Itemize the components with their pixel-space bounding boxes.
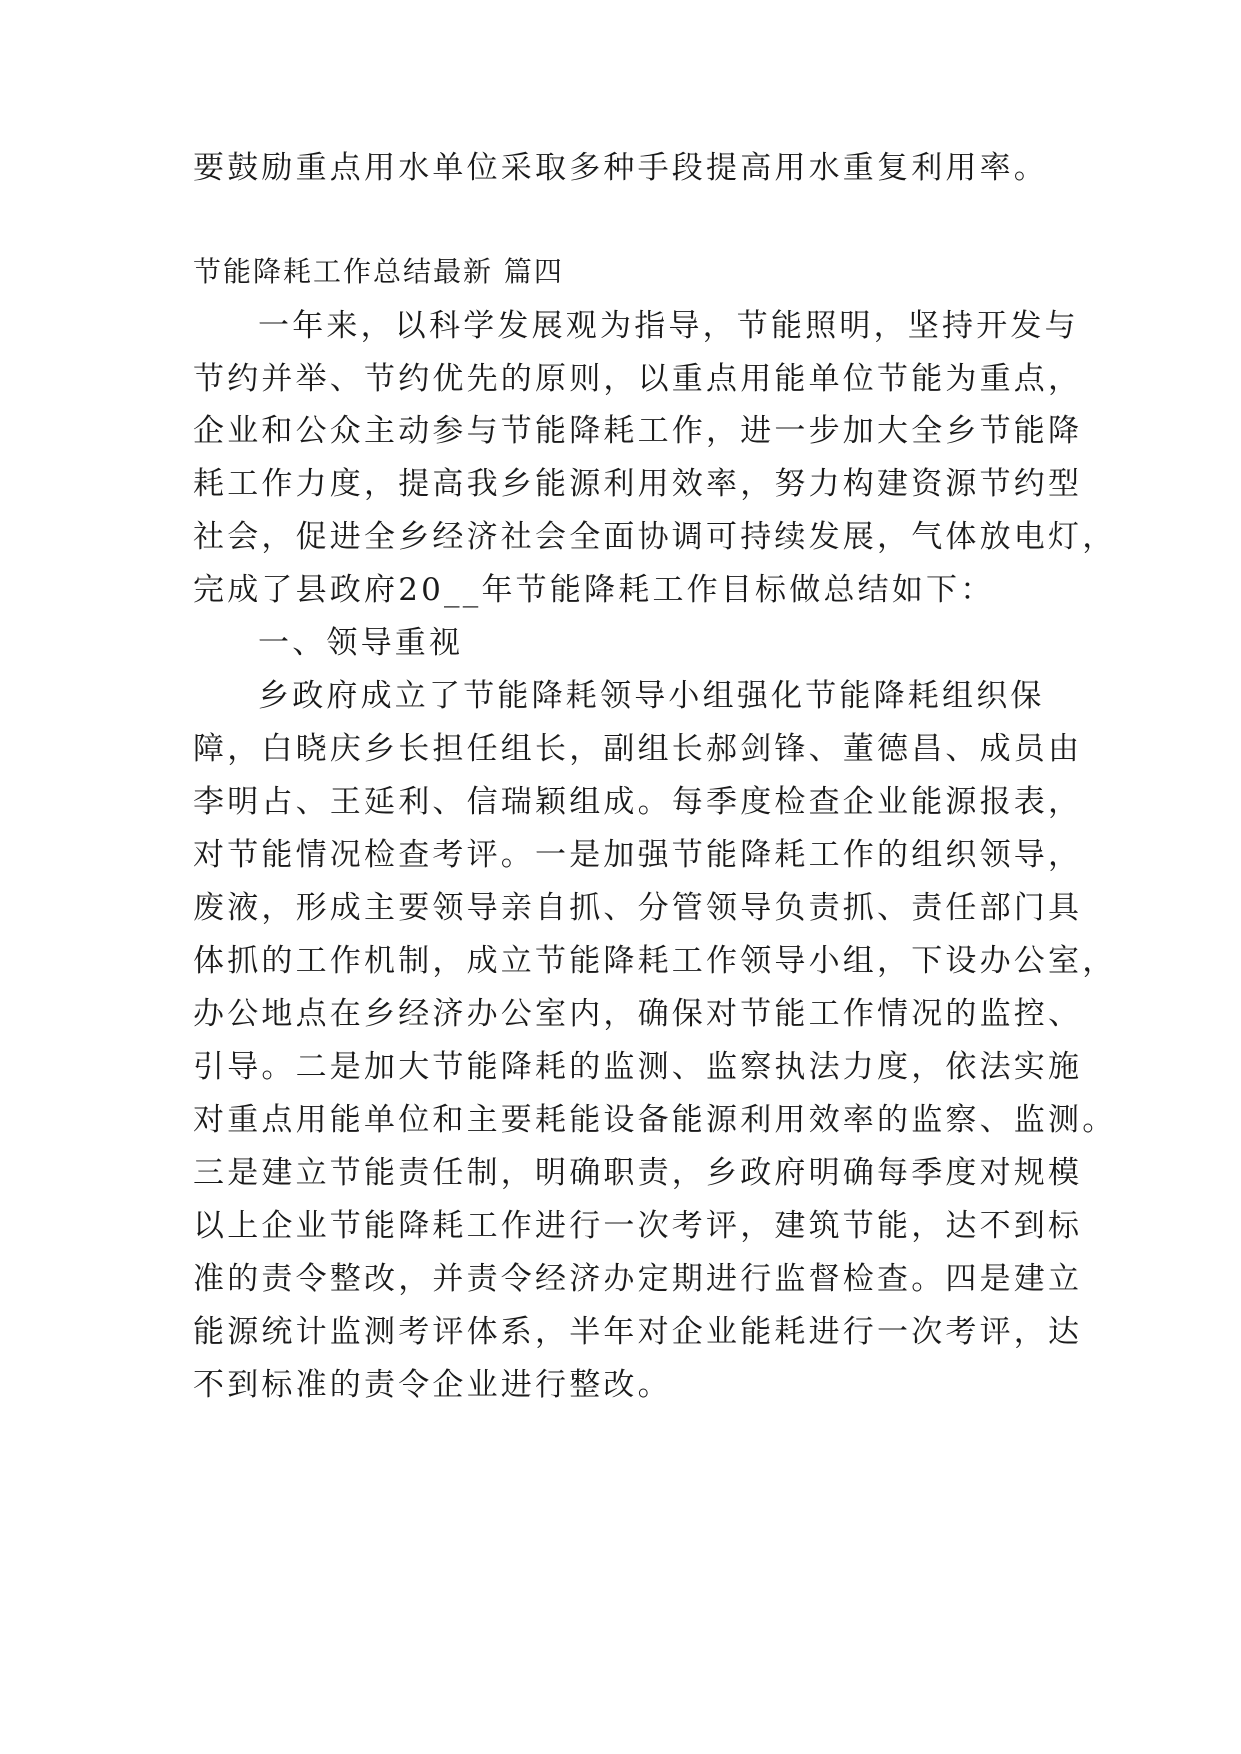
paragraph-line: 废液，形成主要领导亲自抓、分管领导负责抓、责任部门具 xyxy=(193,890,1083,926)
section-heading: 节能降耗工作总结最新 篇四 xyxy=(193,255,564,288)
paragraph-line: 企业和公众主动参与节能降耗工作，进一步加大全乡节能降 xyxy=(193,413,1083,449)
paragraph-line: 社会，促进全乡经济社会全面协调可持续发展，气体放电灯， xyxy=(193,519,1117,555)
paragraph-line: 能源统计监测考评体系，半年对企业能耗进行一次考评，达 xyxy=(193,1314,1083,1350)
paragraph-line: 乡政府成立了节能降耗领导小组强化节能降耗组织保 xyxy=(258,678,1045,714)
paragraph-line: 三是建立节能责任制，明确职责，乡政府明确每季度对规模 xyxy=(193,1155,1083,1191)
paragraph-line: 障，白晓庆乡长担任组长，副组长郝剑锋、董德昌、成员由 xyxy=(193,731,1083,767)
paragraph-line: 对重点用能单位和主要耗能设备能源利用效率的监察、监测。 xyxy=(193,1102,1117,1138)
paragraph-line: 完成了县政府20__年节能降耗工作目标做总结如下： xyxy=(193,572,995,608)
paragraph-line: 对节能情况检查考评。一是加强节能降耗工作的组织领导， xyxy=(193,837,1083,873)
paragraph-line: 以上企业节能降耗工作进行一次考评，建筑节能，达不到标 xyxy=(193,1208,1083,1244)
subsection-heading: 一、领导重视 xyxy=(258,625,464,661)
paragraph-line: 节约并举、节约优先的原则，以重点用能单位节能为重点， xyxy=(193,361,1083,397)
paragraph-line: 不到标准的责令企业进行整改。 xyxy=(193,1367,672,1403)
paragraph-line: 准的责令整改，并责令经济办定期进行监督检查。四是建立 xyxy=(193,1261,1083,1297)
paragraph-line: 体抓的工作机制，成立节能降耗工作领导小组，下设办公室， xyxy=(193,943,1117,979)
paragraph-line: 要鼓励重点用水单位采取多种手段提高用水重复利用率。 xyxy=(193,150,1048,186)
paragraph-line: 耗工作力度，提高我乡能源利用效率，努力构建资源节约型 xyxy=(193,466,1083,502)
paragraph-line: 一年来，以科学发展观为指导，节能照明，坚持开发与 xyxy=(258,308,1079,344)
paragraph-line: 李明占、王延利、信瑞颖组成。每季度检查企业能源报表， xyxy=(193,784,1083,820)
paragraph-line: 引导。二是加大节能降耗的监测、监察执法力度，依法实施 xyxy=(193,1049,1083,1085)
paragraph-line: 办公地点在乡经济办公室内，确保对节能工作情况的监控、 xyxy=(193,996,1083,1032)
